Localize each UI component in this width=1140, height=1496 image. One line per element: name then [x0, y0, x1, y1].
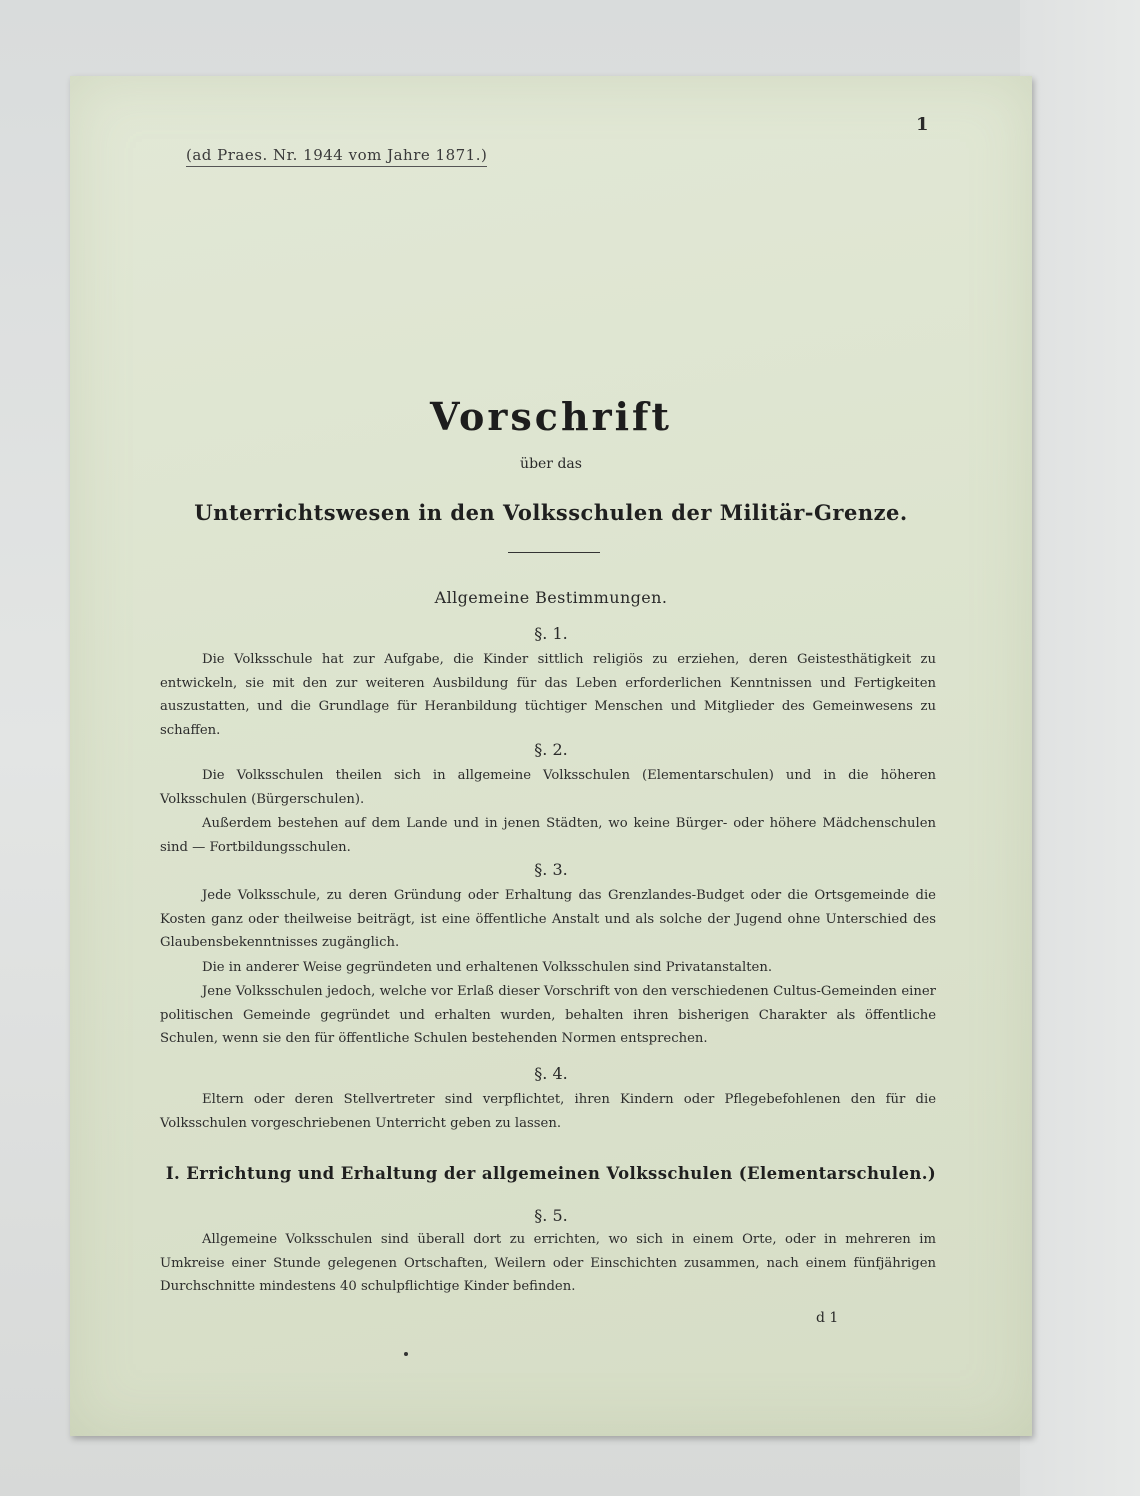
paragraph-2-2: Außerdem bestehen auf dem Lande und in jenen Städten, wo keine Bürger- oder höhere Mädchenschulen sind — Fortbildungsschulen.: [160, 816, 936, 855]
paragraph-1-1: Die Volksschule hat zur Aufgabe, die Kinder sittlich religiös zu erziehen, deren Geistesthätigkeit zu entwickeln, sie mit den zur weiteren Ausbildung für das Leben erforderlichen Kenntnissen und Fertigkeiten auszustatten, und die Grundlage für Heranbildung tüchtiger Menschen und Mitglieder des Gemeinwesens zu schaffen.: [160, 652, 936, 738]
document-title: Vorschrift: [430, 394, 672, 439]
page-number: 1: [916, 114, 929, 135]
signature-mark: d 1: [816, 1310, 839, 1326]
divider: [508, 552, 600, 553]
paragraph-4-1: Eltern oder deren Stellvertreter sind verpflichtet, ihren Kindern oder Pflegebefohlenen den für die Volksschulen vorgeschriebenen Unterricht geben zu lassen.: [160, 1092, 936, 1131]
background: [1020, 0, 1140, 1496]
document-page: [70, 76, 1032, 1436]
paragraph-2-1: Die Volksschulen theilen sich in allgemeine Volksschulen (Elementarschulen) und in die höheren Volksschulen (Bürgerschulen).: [160, 768, 936, 807]
section-label-5: §. 5.: [534, 1206, 568, 1225]
document-subtitle: Unterrichtswesen in den Volksschulen der Militär-Grenze.: [194, 500, 908, 525]
ink-dot: [404, 1352, 408, 1356]
paragraph-3-2: Die in anderer Weise gegründeten und erhaltenen Volksschulen sind Privatanstalten.: [202, 960, 773, 975]
section-label-4: §. 4.: [534, 1064, 568, 1083]
reference-line: (ad Praes. Nr. 1944 vom Jahre 1871.): [186, 146, 487, 167]
paragraph-5-1: Allgemeine Volksschulen sind überall dort zu errichten, wo sich in einem Orte, oder in mehreren im Umkreise einer Stunde gelegenen Ortschaften, Weilern oder Einschichten zusammen, nach einem fünfjährigen Durchschnitte mindestens 40 schulpflichtige Kinder befinden.: [160, 1232, 936, 1294]
heading-general: Allgemeine Bestimmungen.: [434, 588, 668, 607]
section-label-3: §. 3.: [534, 860, 568, 879]
paragraph-3-1: Jede Volksschule, zu deren Gründung oder Erhaltung das Grenzlandes-Budget oder die Ortsgemeinde die Kosten ganz oder theilweise beiträgt, ist eine öffentliche Anstalt und als solche der Jugend ohne Unterschied des Glaubensbekenntnisses zugänglich.: [160, 888, 936, 950]
chapter-title: I. Errichtung und Erhaltung der allgemeinen Volksschulen (Elementarschulen.): [165, 1164, 937, 1183]
section-label-2: §. 2.: [534, 740, 568, 759]
paragraph-3-3: Jene Volksschulen jedoch, welche vor Erlaß dieser Vorschrift von den verschiedenen Cultus-Gemeinden einer politischen Gemeinde gegründet und erhalten wurden, behalten ihren bisherigen Charakter als öffentliche Schulen, wenn sie den für öffentliche Schulen bestehenden Normen entsprechen.: [160, 984, 936, 1046]
section-label-1: §. 1.: [534, 624, 568, 643]
subtitle-small: über das: [520, 456, 582, 472]
